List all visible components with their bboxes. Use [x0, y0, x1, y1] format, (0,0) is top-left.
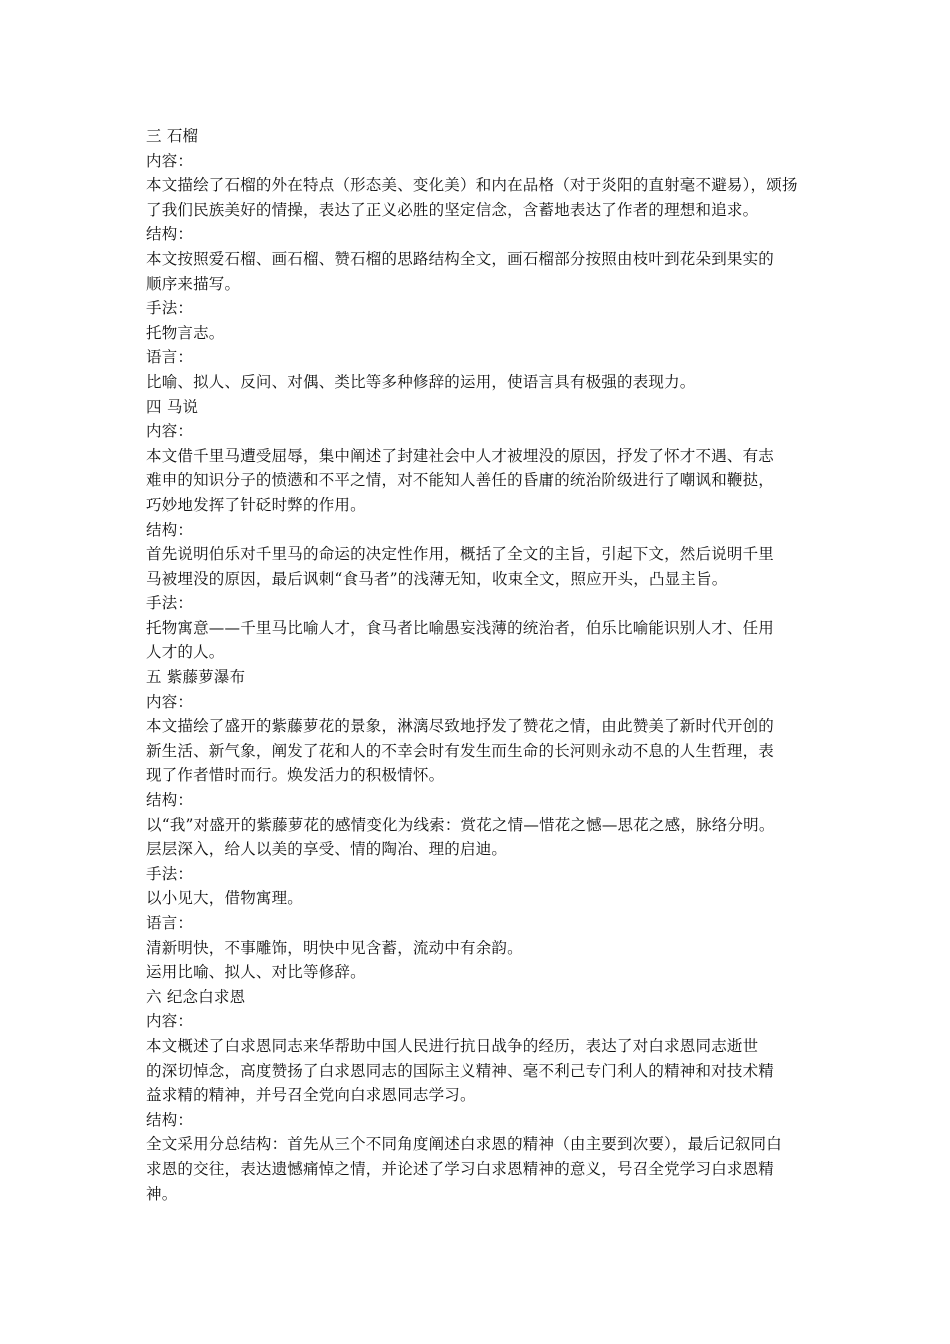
section-label: 内容：: [146, 151, 194, 170]
text-line: 以“我”对盛开的紫藤萝花的感情变化为线索：赏花之情—惜花之憾—思花之感，脉络分明。: [146, 815, 775, 834]
section-label: 结构：: [146, 225, 194, 244]
section-heading: 六 纪念白求恩: [146, 987, 246, 1006]
section-label: 结构：: [146, 520, 194, 539]
text-line: 现了作者惜时而行。焕发活力的积极情怀。: [146, 766, 445, 785]
text-line: 神。: [146, 1184, 178, 1203]
text-line: 本文描绘了石榴的外在特点（形态美、变化美）和内在品格（对于炎阳的直射毫不避易），颂扬: [146, 176, 798, 195]
text-line: 本文按照爱石榴、画石榴、赞石榴的思路结构全文，画石榴部分按照由枝叶到花朵到果实的: [146, 249, 775, 268]
section-heading: 三 石榴: [146, 127, 199, 145]
section-label: 内容：: [146, 1012, 194, 1031]
text-line: 求恩的交往，表达遗憾痛悼之情，并论述了学习白求恩精神的意义，号召全党学习白求恩精: [146, 1159, 775, 1178]
text-line: 托物寓意——千里马比喻人才，食马者比喻愚妄浅薄的统治者，伯乐比喻能识别人才、任用: [146, 618, 775, 637]
text-line: 人才的人。: [146, 643, 225, 662]
section-label: 语言：: [146, 914, 194, 932]
section-heading: 五 紫藤萝瀑布: [146, 668, 246, 687]
section-label: 结构：: [146, 1110, 194, 1129]
text-line: 益求精的精神，并号召全党向白求恩同志学习。: [146, 1086, 476, 1105]
text-line: 本文描绘了盛开的紫藤萝花的景象，淋漓尽致地抒发了赞花之情，由此赞美了新时代开创的: [146, 717, 775, 736]
text-line: 全文采用分总结构：首先从三个不同角度阐述白求恩的精神（由主要到次要），最后记叙同白: [146, 1135, 782, 1154]
text-line: 首先说明伯乐对千里马的命运的决定性作用，概括了全文的主旨，引起下文，然后说明千里: [146, 545, 775, 564]
text-line: 难申的知识分子的愤懑和不平之情，对不能知人善任的昏庸的统治阶级进行了嘲讽和鞭挞，: [146, 471, 775, 490]
text-line: 本文借千里马遭受屈辱，集中阐述了封建社会中人才被埋没的原因，抒发了怀才不遇、有志: [146, 446, 775, 465]
section-heading: 四 马说: [146, 397, 199, 416]
section-label: 语言：: [146, 348, 194, 367]
text-line: 新生活、新气象，阐发了花和人的不幸会时有发生而生命的长河则永动不息的人生哲理，表: [146, 741, 775, 760]
text-line: 马被埋没的原因，最后讽刺“食马者”的浅薄无知，收束全文，照应开头，凸显主旨。: [146, 569, 728, 588]
section-label: 结构：: [146, 791, 194, 810]
text-line: 清新明快，不事雕饰，明快中见含蓄，流动中有余韵。: [146, 938, 523, 957]
text-line: 托物言志。: [146, 323, 225, 342]
section-label: 内容：: [146, 422, 194, 441]
section-label: 手法：: [146, 594, 194, 613]
text-line: 了我们民族美好的情操，表达了正义必胜的坚定信念，含蓄地表达了作者的理想和追求。: [146, 200, 759, 219]
section-label: 手法：: [146, 864, 194, 883]
text-line: 本文概述了白求恩同志来华帮助中国人民进行抗日战争的经历，表达了对白求恩同志逝世: [146, 1036, 759, 1055]
text-line: 顺序来描写。: [146, 274, 241, 293]
text-line: 比喻、拟人、反问、对偶、类比等多种修辞的运用，使语言具有极强的表现力。: [146, 372, 696, 391]
document-page: [146, 124, 812, 1206]
section-label: 手法：: [146, 299, 194, 318]
text-line: 的深切悼念，高度赞扬了白求恩同志的国际主义精神、毫不利己专门利人的精神和对技术精: [146, 1061, 775, 1080]
text-line: 层层深入，给人以美的享受、情的陶冶、理的启迪。: [146, 840, 508, 859]
text-line: 巧妙地发挥了针砭时弊的作用。: [146, 495, 366, 514]
text-line: 以小见大，借物寓理。: [146, 889, 304, 908]
section-label: 内容：: [146, 692, 194, 711]
text-line: 运用比喻、拟人、对比等修辞。: [146, 963, 366, 982]
